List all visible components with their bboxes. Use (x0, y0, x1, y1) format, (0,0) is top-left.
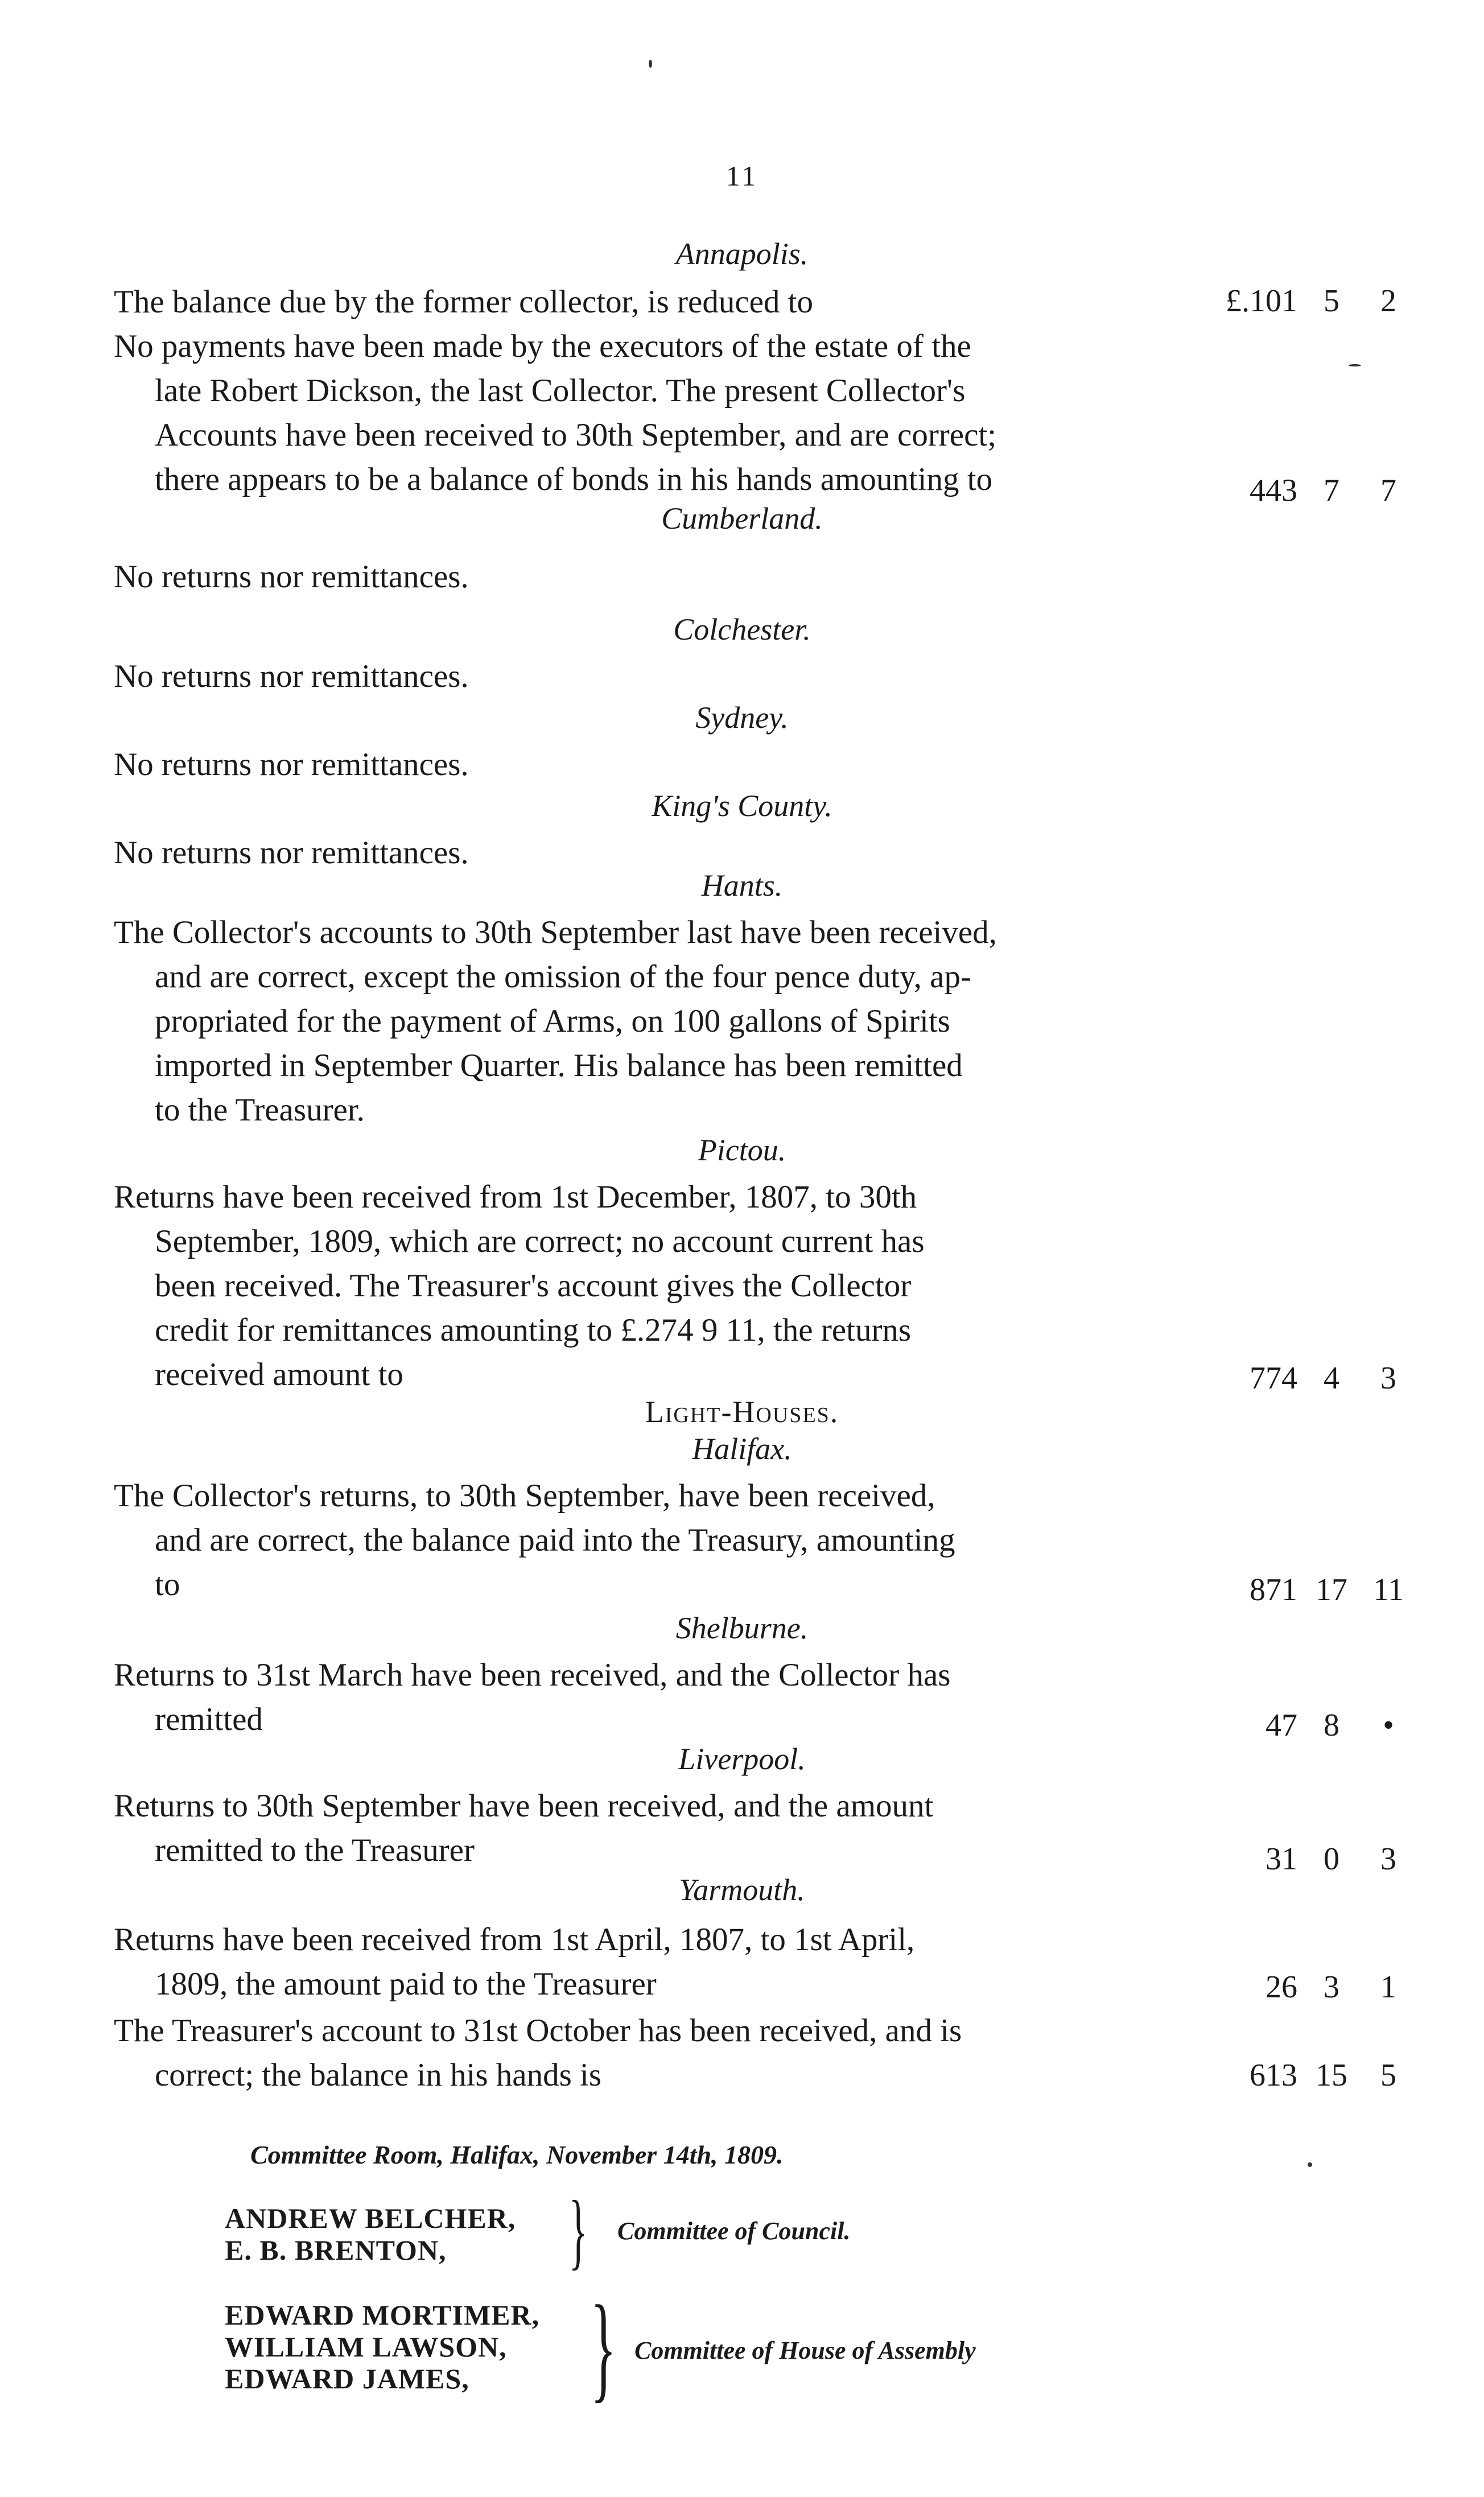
print-speck (1349, 364, 1361, 366)
text-line: Returns have been received from 1st December, 1807, to 30th (114, 1179, 917, 1215)
text-line: credit for remittances amounting to £.274 9 11, the returns (155, 1312, 912, 1348)
heading-pictou: Pictou. (698, 1133, 786, 1167)
amount-pence: 7 (1380, 473, 1396, 508)
halifax-paragraph (114, 1474, 1132, 1607)
text-line: Returns have been received from 1st April, 1807, to 1st April, (114, 1922, 915, 1958)
amount-shillings: 0 (1324, 1841, 1339, 1877)
amount-pounds: 443 (1250, 473, 1297, 508)
hants-paragraph (114, 910, 1132, 1132)
text-line: correct; the balance in his hands is (155, 2057, 602, 2093)
print-speck (649, 60, 652, 68)
amount-shillings: 4 (1324, 1361, 1339, 1396)
cumberland-text: No returns nor remittances. (114, 559, 469, 595)
text-line: late Robert Dickson, the last Collector. The present Collector's (155, 373, 966, 409)
text-line: to the Treasurer. (155, 1092, 365, 1128)
signatory-name: WILLIAM LAWSON, (225, 2331, 507, 2363)
heading-hants: Hants. (701, 868, 783, 903)
amount-pounds: £.101 (1226, 283, 1297, 319)
amount-treasurer-balance (1218, 2057, 1411, 2094)
text-line: The Collector's returns, to 30th September, have been received, (114, 1478, 935, 1514)
heading-shelburne: Shelburne. (675, 1611, 809, 1645)
dateline: Committee Room, Halifax, November 14th, 1809. (250, 2140, 784, 2169)
amount-shillings: 8 (1324, 1708, 1339, 1743)
heading-light-houses: Light-Houses. (645, 1395, 839, 1429)
page-number: 11 (725, 160, 759, 192)
text-line: remitted (155, 1701, 263, 1737)
brace-assembly: } (590, 2281, 617, 2413)
text-line: The Collector's accounts to 30th September last have been received, (114, 914, 997, 950)
amount-pounds: 31 (1265, 1841, 1297, 1877)
heading-sydney: Sydney. (695, 701, 789, 735)
heading-colchester: Colchester. (673, 612, 811, 646)
text-line: The Treasurer's account to 31st October has been received, and is (114, 2013, 962, 2049)
shelburne-paragraph (114, 1653, 1132, 1742)
signatory-name: ANDREW BELCHER, (225, 2202, 516, 2234)
text-line: Accounts have been received to 30th September, and are correct; (155, 417, 997, 453)
print-speck (1308, 2162, 1312, 2167)
text-line: been received. The Treasurer's account gives the Collector (155, 1268, 912, 1304)
heading-yarmouth: Yarmouth. (679, 1873, 805, 1907)
heading-cumberland: Cumberland. (661, 501, 823, 535)
text-line: The balance due by the former collector, is reduced to (114, 284, 814, 320)
amount-shillings: 7 (1324, 473, 1339, 508)
amount-pence: • (1383, 1708, 1394, 1743)
text-line: No payments have been made by the executors of the estate of the (114, 328, 971, 364)
amount-shillings: 5 (1324, 283, 1339, 319)
amount-halifax (1218, 1572, 1411, 1608)
brace-council: } (568, 2183, 588, 2278)
liverpool-paragraph (114, 1784, 1132, 1873)
text-line: remitted to the Treasurer (155, 1832, 475, 1868)
heading-liverpool: Liverpool. (678, 1742, 806, 1776)
amount-pence: 1 (1380, 1969, 1396, 2005)
pictou-paragraph (114, 1175, 1132, 1397)
text-line: received amount to (155, 1357, 403, 1392)
annapolis-paragraph-2 (114, 324, 1132, 502)
text-line: to (155, 1567, 180, 1602)
text-line: and are correct, the balance paid into the Treasury, amounting (155, 1522, 955, 1558)
committee-of-council-label: Committee of Council. (617, 2217, 851, 2245)
text-line: September, 1809, which are correct; no account current has (155, 1223, 925, 1259)
text-line: there appears to be a balance of bonds in his hands amounting to (155, 462, 993, 497)
yarmouth-paragraph (114, 1918, 1132, 2006)
text-line: and are correct, except the omission of the four pence duty, ap- (155, 959, 971, 995)
amount-pounds: 613 (1250, 2058, 1297, 2093)
text-line: 1809, the amount paid to the Treasurer (155, 1966, 657, 2002)
heading-kings-county: King's County. (652, 789, 832, 823)
text-line: propriated for the payment of Arms, on 100 gallons of Spirits (155, 1003, 950, 1039)
colchester-text: No returns nor remittances. (114, 658, 469, 694)
amount-pence: 11 (1373, 1572, 1404, 1608)
signatory-name: EDWARD MORTIMER, (225, 2299, 540, 2331)
amount-pounds: 774 (1250, 1361, 1297, 1396)
amount-shillings: 3 (1324, 1969, 1339, 2005)
annapolis-paragraph-1 (114, 280, 1132, 324)
council-signatories (225, 2202, 516, 2266)
amount-shillings: 15 (1316, 2058, 1347, 2093)
sydney-text: No returns nor remittances. (114, 747, 469, 782)
assembly-signatories (225, 2299, 539, 2395)
amount-annapolis-balance (1218, 283, 1411, 319)
amount-pounds: 871 (1250, 1572, 1297, 1608)
text-line: Returns to 31st March have been received, and the Collector has (114, 1657, 951, 1693)
text-line: Returns to 30th September have been received, and the amount (114, 1788, 934, 1824)
kings-county-text: No returns nor remittances. (114, 835, 469, 871)
amount-pence: 2 (1380, 283, 1396, 319)
signatory-name: E. B. BRENTON, (225, 2234, 447, 2266)
amount-pounds: 47 (1265, 1708, 1297, 1743)
amount-pictou (1218, 1360, 1411, 1396)
amount-pounds: 26 (1265, 1969, 1297, 2005)
heading-halifax: Halifax. (692, 1432, 792, 1466)
text-line: imported in September Quarter. His balance has been remitted (155, 1048, 963, 1083)
amount-pence: 5 (1380, 2058, 1396, 2093)
amount-shillings: 17 (1316, 1572, 1347, 1608)
amount-pence: 3 (1380, 1841, 1396, 1877)
amount-pence: 3 (1380, 1361, 1396, 1396)
signatory-name: EDWARD JAMES, (225, 2363, 469, 2395)
amount-shelburne (1218, 1707, 1411, 1744)
committee-of-assembly-label: Committee of House of Assembly (634, 2337, 976, 2364)
heading-annapolis: Annapolis. (675, 237, 809, 271)
amount-yarmouth (1218, 1969, 1411, 2005)
treasurer-paragraph (114, 2009, 1132, 2098)
